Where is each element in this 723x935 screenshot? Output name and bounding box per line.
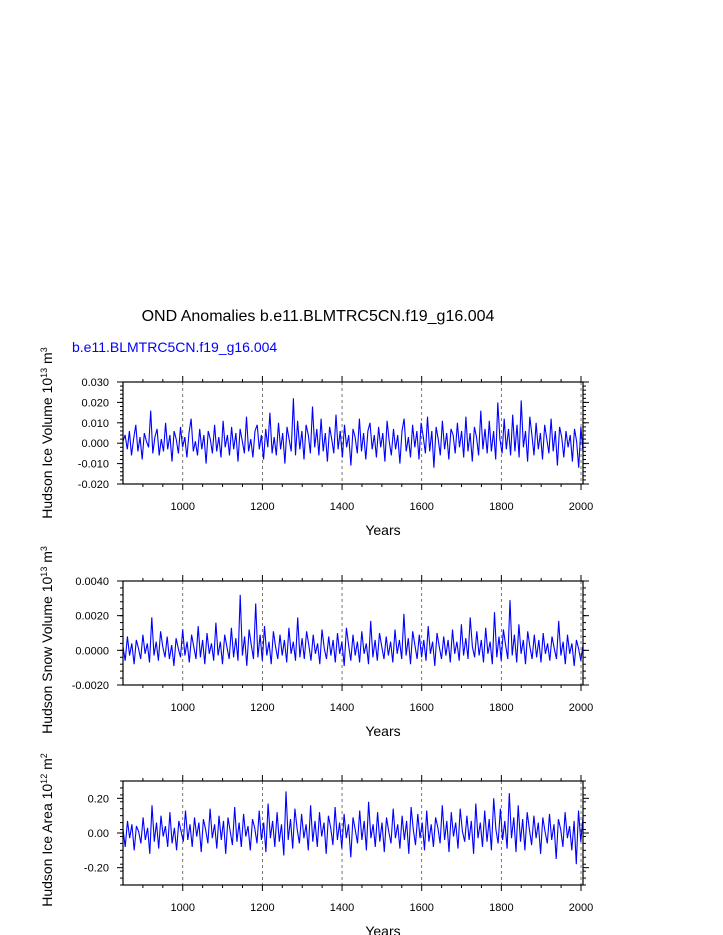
chart-panel-2 [39, 546, 593, 739]
x-tick-label: 1200 [250, 902, 275, 914]
plot-frame [123, 581, 583, 685]
y-tick-label: 0.0000 [75, 645, 109, 658]
y-tick-label: 0.0040 [75, 576, 109, 588]
series-line [123, 398, 583, 467]
x-axis-label: Years [365, 923, 401, 935]
series-line [123, 595, 583, 666]
x-axis-label: Years [365, 522, 401, 538]
x-tick-label: 2000 [568, 902, 594, 914]
y-tick-label: -0.0020 [71, 680, 109, 692]
x-tick-label: 1600 [409, 902, 434, 914]
x-tick-label: 1000 [170, 702, 195, 714]
y-axis-label: Hudson Snow Volume $10^{13}$ $m^3$ [39, 546, 55, 734]
y-tick-label: 0.020 [81, 397, 109, 410]
x-tick-label: 1800 [489, 702, 514, 714]
plot-frame [123, 781, 583, 885]
x-tick-label: 1600 [409, 702, 434, 714]
y-tick-label: 0.00 [87, 828, 109, 840]
figure-subtitle: b.e11.BLMTRC5CN.f19_g16.004 [72, 339, 278, 355]
series-line [123, 791, 583, 864]
x-tick-label: 1000 [170, 902, 195, 914]
x-tick-label: 1200 [250, 702, 275, 714]
y-tick-label: 0.0020 [75, 610, 109, 623]
y-tick-label: -0.020 [77, 479, 109, 491]
y-tick-label: 0.000 [81, 438, 109, 451]
figure-title: OND Anomalies b.e11.BLMTRC5CN.f19_g16.004 [141, 308, 495, 325]
x-tick-label: 1600 [409, 501, 434, 513]
y-tick-label: 0.20 [87, 793, 109, 806]
x-tick-label: 1800 [489, 501, 514, 513]
y-axis-label: Hudson Ice Area $10^{12}$ $m^2$ [39, 753, 55, 907]
x-tick-label: 1800 [489, 902, 514, 914]
y-tick-label: 0.030 [81, 377, 109, 389]
x-tick-label: 1400 [329, 702, 355, 714]
y-tick-label: -0.010 [77, 458, 109, 471]
x-tick-label: 1400 [329, 501, 355, 513]
chart-panel-1 [39, 347, 593, 538]
y-tick-label: -0.20 [83, 862, 109, 875]
x-tick-label: 1200 [250, 501, 275, 513]
chart-panel-3 [39, 753, 593, 935]
y-axis-label: Hudson Ice Volume $10^{13}$ $m^3$ [39, 347, 55, 519]
x-axis-label: Years [365, 723, 401, 739]
x-tick-label: 1000 [170, 501, 195, 513]
x-tick-label: 2000 [568, 702, 594, 714]
x-tick-label: 2000 [568, 501, 594, 513]
x-tick-label: 1400 [329, 902, 355, 914]
y-tick-label: 0.010 [81, 417, 109, 430]
